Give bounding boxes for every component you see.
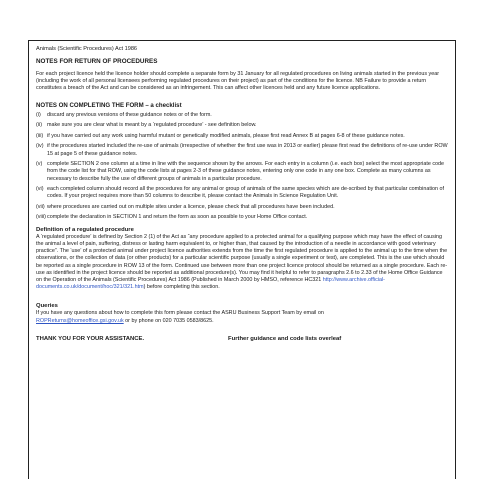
intro-paragraph: For each project licence held the licence holder should complete a separate form by 31 January for all regulated procedures on living animals started in the previous year (including the work of all personal licensees performing regulated procedures on their project) as part of the conditions for the licence. NB Failure to provide a return constitutes a breach of the Act and can be considered as an infringement. This can affect other licences held and any future licence applications. <box>36 71 440 92</box>
checklist-item <box>36 186 448 200</box>
overleaf-note: Further guidance and code lists overleaf <box>228 335 342 342</box>
notes-panel <box>28 40 456 479</box>
item-number: (i) <box>36 111 41 118</box>
queries-paragraph <box>36 310 448 324</box>
item-text: where procedures are carried out on multiple sites under a licence, please check that all procedures have been included. <box>47 203 335 210</box>
act-title: Animals (Scientific Procedures) Act 1986 <box>36 46 138 52</box>
item-number: (v) <box>36 161 43 168</box>
item-text: complete SECTION 2 one column at a time in line with the sequence shown by the arrows. For each entry in a column (i.e. each box) select the most appropriate code from the code list for that ROW, using the code lists at pages 2-3 of these guidance notes, entering only one code in any one box. Complete as many columns as necessary to describe fully the use of different groups of animals in a particular procedure. <box>47 161 445 182</box>
item-text: if the procedures started included the re-use of animals (irrespective of whether the first use was in 2013 or earlier) please first read the definitions of re-use under ROW 15 at page 5 of these guidance notes. <box>47 143 448 157</box>
checklist-item <box>36 133 448 140</box>
item-number: (iii) <box>36 132 44 139</box>
checklist-item <box>36 161 448 183</box>
definition-heading: Definition of a regulated procedure <box>36 226 134 233</box>
item-text: if you have carried out any work using harmful mutant or genetically modified animals, please first read Annex B at pages 6-8 of these guidance notes. <box>47 132 405 139</box>
support-phone: or by phone on 020 7035 0583/8625. <box>123 317 214 324</box>
item-text: each completed column should record all the procedures for any animal or group of animals of the same species which are de-scribed by that particular combination of codes. If your project requires more than 50 columns to describe it, please contact the Animals in Science Regulation Unit. <box>47 186 445 200</box>
official-documents-link[interactable]: http://www.archive.official-documents.co.uk/document/hoc/321/321.htm <box>36 277 385 291</box>
checklist-heading: NOTES ON COMPLETING THE FORM – a checklist <box>36 101 182 109</box>
support-email-link[interactable]: ROPReturns@homeoffice.gsi.gov.uk <box>36 317 124 324</box>
queries-heading: Queries <box>36 303 58 310</box>
definition-paragraph <box>36 234 448 292</box>
footer <box>36 336 448 342</box>
checklist-item <box>36 214 448 221</box>
item-text: complete the declaration in SECTION 1 and return the form as soon as possible to your Home Office contact. <box>47 214 308 221</box>
checklist-item <box>36 122 448 129</box>
definition-tail: ) before completing this section. <box>143 284 220 291</box>
item-number: (iv) <box>36 143 44 150</box>
thanks-text: THANK YOU FOR YOUR ASSISTANCE. <box>36 335 145 342</box>
checklist <box>36 112 448 222</box>
checklist-item <box>36 143 448 157</box>
item-number: (ii) <box>36 122 42 129</box>
item-text: discard any previous versions of these guidance notes or of the form. <box>47 111 212 118</box>
item-text: make sure you are clear what is meant by a ‘regulated procedure’ - see definition below. <box>47 122 257 129</box>
item-number: (vi) <box>36 186 44 193</box>
page-title: NOTES FOR RETURN OF PROCEDURES <box>36 58 158 65</box>
queries-text: If you have any questions about how to complete this form please contact the ASRU Business Support Team by email on <box>36 310 324 317</box>
item-number: (viii) <box>36 214 46 221</box>
checklist-item <box>36 204 448 211</box>
definition-text: A ‘regulated procedure’ is defined by Section 2 (1) of the Act as “any procedure applied to a protected animal for a qualifying purpose which may have the effect of causing the animal a level of pain, suffering, distress or lasting harm equivalent to, or higher than, that caused by the introduction of a needle in accordance with good veterinary practice”. The ‘use’ of a protected animal under project licence authorities extends from the time the first regulated procedure is applied to the animal up to the time when the observations, or the collection of data (or other products) for a particular scientific purpose (usually a single experiment or test), are completed. This is the use which should be reported as a single procedure in ROW 13 of the form. Continued use between more than one project licence protocol should be returned as a single procedure. Each re-use as identified in the project licence should be reported as additional procedure(s). You may find it helpful to refer to paragraphs 2.6 to 2.33 of the Home Office Guidance on the Operation of the Animals (Scientific Procedures) Act 1986 (Published in March 2000 by HMSO, reference HC321 <box>36 233 448 283</box>
checklist-item <box>36 112 448 119</box>
item-number: (vii) <box>36 203 45 210</box>
